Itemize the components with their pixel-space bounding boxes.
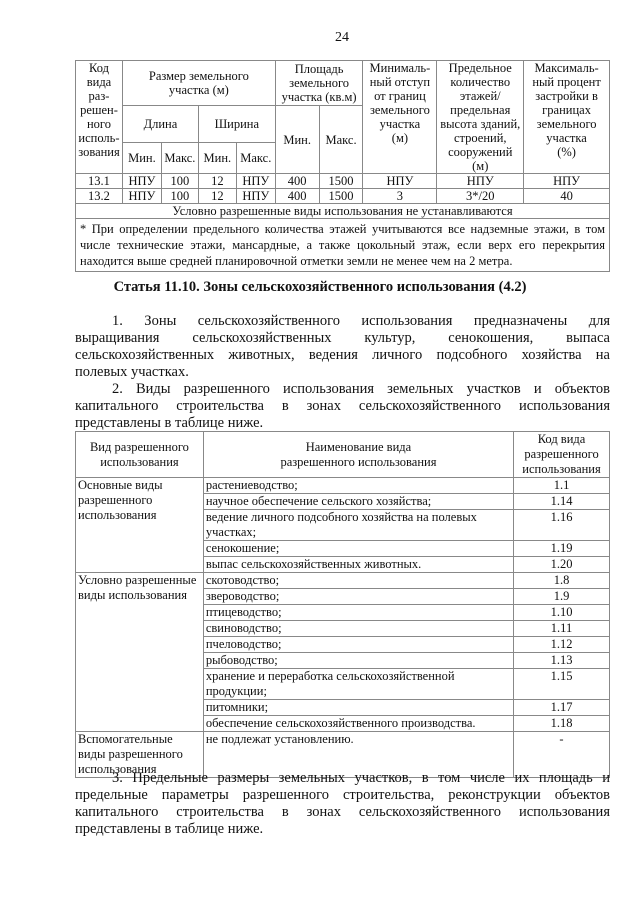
header-width: Ширина [198, 106, 275, 143]
header-length-min: Мин. [122, 143, 161, 174]
header-length-max: Макс. [161, 143, 198, 174]
paragraph-3: 3. Предельные размеры земельных участков, в том числе их площадь и [112, 770, 610, 786]
paragraph-2: 2. Виды разрешенного использования земельных участков и объектов [112, 381, 610, 397]
header-floors: Предельное количество этажей/ предельная высота зданий, строений, сооружений (м) [437, 61, 524, 174]
floors-footnote: * При определении предельного количества этажей учитываются все надземные этажи, в том числе технические этажи, мансардные, а также цокольный этаж, если верх его перекрытия находится выше средней планировочной отметки земли не менее чем на 2 метра. [76, 219, 610, 272]
group-auxiliary-uses: Вспомогательные виды разрешенного использования [76, 732, 204, 778]
header-width-max: Макс. [236, 143, 275, 174]
table-row: научное обеспечение сельского хозяйства; 1.14 [76, 494, 610, 510]
table-row: Основные виды разрешенного использования растениеводство; 1.1 [76, 478, 610, 494]
table-row: 13.2 НПУ 100 12 НПУ 400 1500 3 3*/20 40 [76, 189, 610, 204]
header-coverage: Максималь- ный процент застройки в границах земельного участка (%) [524, 61, 610, 174]
table-row: ведение личного подсобного хозяйства на полевых участках; 1.16 [76, 510, 610, 541]
table-row: птицеводство; 1.10 [76, 605, 610, 621]
header-length: Длина [122, 106, 198, 143]
header-area: Площадь земельного участка (кв.м) [275, 61, 363, 106]
table-row: выпас сельскохозяйственных животных. 1.20 [76, 557, 610, 573]
table-row: рыбоводство; 1.13 [76, 653, 610, 669]
header-plot-size: Размер земельного участка (м) [122, 61, 275, 106]
conditional-use-note: Условно разрешенные виды использования не устанавливаются [76, 204, 610, 219]
page-number: 24 [335, 30, 349, 45]
table-row: хранение и переработка сельскохозяйственной продукции; 1.15 [76, 669, 610, 700]
paragraph-1-cont: выращивания сельскохозяйственных культур, сенокошения, выпаса сельскохозяйственных животных, ведения личного подсобного хозяйства на полевых участках. [75, 330, 610, 380]
header-code: Код вида раз- решен- ного исполь- зования [76, 61, 123, 174]
table-row: свиноводство; 1.11 [76, 621, 610, 637]
table-row: 13.1 НПУ 100 12 НПУ 400 1500 НПУ НПУ НПУ [76, 174, 610, 189]
table-row: Условно разрешенные виды использования скотоводство; 1.8 [76, 573, 610, 589]
table-row: сенокошение; 1.19 [76, 541, 610, 557]
table-row: пчеловодство; 1.12 [76, 637, 610, 653]
group-main-uses: Основные виды разрешенного использования [76, 478, 204, 573]
table-row: Вспомогательные виды разрешенного использования не подлежат установлению. - [76, 732, 610, 778]
table-row: обеспечение сельскохозяйственного производства. 1.18 [76, 716, 610, 732]
header-setback: Минималь- ный отступ от границ земельного участка (м) [363, 61, 437, 174]
article-title: Статья 11.10. Зоны сельскохозяйственного использования (4.2) [113, 279, 527, 295]
header-area-min: Мин. [275, 106, 319, 174]
header-width-min: Мин. [198, 143, 236, 174]
group-conditional-uses: Условно разрешенные виды использования [76, 573, 204, 732]
plot-parameters-table [75, 60, 610, 272]
header-area-max: Макс. [319, 106, 363, 174]
paragraph-1: 1. Зоны сельскохозяйственного использования предназначены для [112, 313, 610, 329]
table-row: питомники; 1.17 [76, 700, 610, 716]
table-row: звероводство; 1.9 [76, 589, 610, 605]
permitted-uses-table [75, 431, 610, 778]
header-use-name: Наименование вида разрешенного использования [203, 432, 513, 478]
paragraph-2-cont: капитального строительства в зонах сельскохозяйственного использования представлены в таблице ниже. [75, 398, 610, 431]
header-use-type: Вид разрешенного использования [76, 432, 204, 478]
header-use-code: Код вида разрешенного использования [514, 432, 610, 478]
paragraph-3-cont: предельные параметры разрешенного строительства, реконструкции объектов капитального строительства в зонах сельскохозяйственного использования представлены в таблице ниже. [75, 787, 610, 837]
